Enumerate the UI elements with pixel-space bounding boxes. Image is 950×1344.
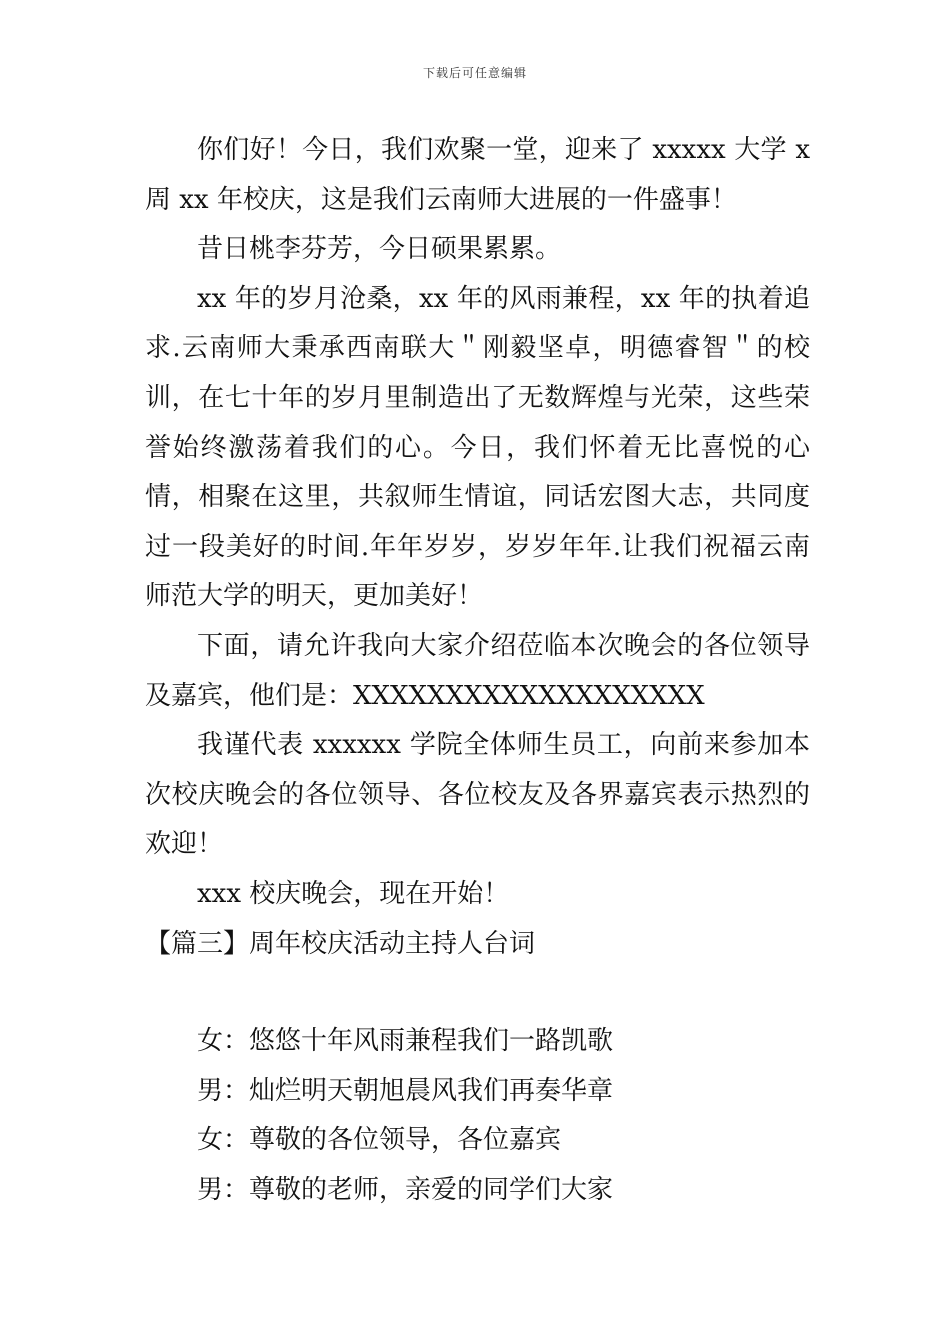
paragraph-welcome: 我谨代表 xxxxxx 学院全体师生员工，向前来参加本次校庆晚会的各位领导、各位校友及各界嘉宾表示热烈的欢迎！: [145, 730, 810, 860]
section-spacer: [145, 969, 810, 1017]
paragraph-introduce-guests: 下面，请允许我向大家介绍莅临本次晚会的各位领导及嘉宾，他们是：XXXXXXXXXXXXXXXXXXX: [145, 630, 810, 711]
dialog-line-4: 男：尊敬的老师，亲爱的同学们大家: [197, 1174, 614, 1205]
page-header-note: 下载后可任意编辑: [422, 66, 527, 80]
dialog-line-1: 女：悠悠十年风雨兼程我们一路凯歌: [197, 1026, 614, 1057]
document-body: [145, 126, 810, 1215]
section-title: 【篇三】周年校庆活动主持人台词: [145, 928, 536, 959]
paragraph-greeting: 你们好！今日，我们欢聚一堂，迎来了 xxxxx 大学 x 周 xx 年校庆，这是我们云南师大进展的一件盛事！: [145, 135, 810, 215]
dialog-line-3: 女：尊敬的各位领导，各位嘉宾: [197, 1125, 562, 1156]
paragraph-history: xx 年的岁月沧桑，xx 年的风雨兼程，xx 年的执着追求.云南师大秉承西南联大＂刚毅坚卓，明德睿智＂的校训，在七十年的岁月里制造出了无数辉煌与光荣，这些荣誉始终激荡着我们的心。今日，我们怀着无比喜悦的心情，相聚在这里，共叙师生情谊，同话宏图大志，共同度过一段美好的时间.年年岁岁，岁岁年年.让我们祝福云南师范大学的明天，更加美好！: [145, 283, 810, 612]
paragraph-harvest: 昔日桃李芬芳，今日硕果累累。: [197, 234, 562, 265]
dialog-line-2: 男：灿烂明天朝旭晨风我们再奏华章: [197, 1075, 614, 1106]
paragraph-start: xxx 校庆晚会，现在开始！: [197, 878, 510, 909]
